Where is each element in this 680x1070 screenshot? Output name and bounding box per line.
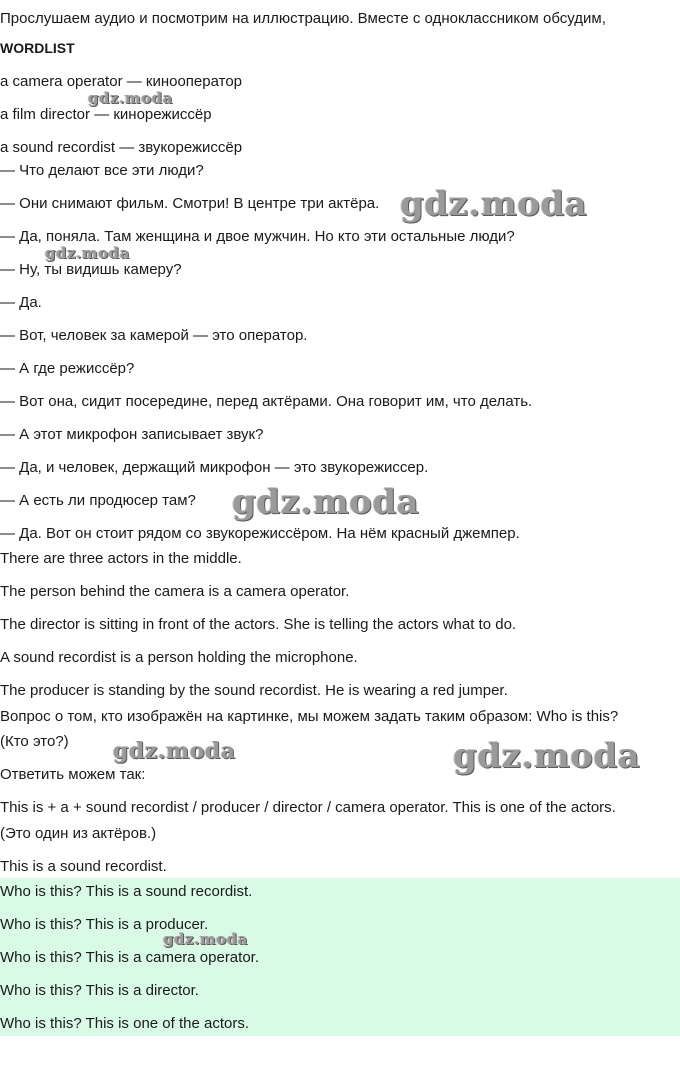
dialogue-line: — А где режиссёр? [0, 360, 135, 377]
dialogue-line: — Да, поняла. Там женщина и двое мужчин. Но кто эти остальные люди? [0, 228, 515, 245]
question-line: Вопрос о том, кто изображён на картинке, мы можем задать таким образом: Who is this? [0, 708, 619, 725]
dialogue-line: — А есть ли продюсер там? [0, 492, 196, 509]
question-translation: (Кто это?) [0, 733, 69, 750]
answer-line: Who is this? This is a producer. [0, 916, 209, 933]
watermark: gdz.moda [232, 482, 420, 522]
answer-line: Who is this? This is a camera operator. [0, 949, 259, 966]
dialogue-line: — Да. [0, 294, 42, 311]
wordlist-item: a film director — кинорежиссёр [0, 106, 212, 123]
dialogue-line: — Что делают все эти люди? [0, 162, 204, 179]
english-line: There are three actors in the middle. [0, 550, 242, 567]
watermark: gdz.moda [88, 89, 173, 107]
wordlist-item: a camera operator — кинооператор [0, 73, 243, 90]
wordlist-item: a sound recordist — звукорежиссёр [0, 139, 243, 156]
answer-pattern: This is + a + sound recordist / producer / director / camera operator. This is one of the actors. [0, 799, 616, 816]
watermark: gdz.moda [400, 184, 588, 224]
dialogue-line: — Вот она, сидит посередине, перед актёрами. Она говорит им, что делать. [0, 393, 533, 410]
watermark: gdz.moda [453, 736, 641, 776]
wordlist-heading: WORDLIST [0, 40, 75, 56]
dialogue-line: — Они снимают фильм. Смотри! В центре три актёра. [0, 195, 380, 212]
dialogue-line: — Да. Вот он стоит рядом со звукорежиссёром. На нём красный джемпер. [0, 525, 520, 542]
intro-text: Прослушаем аудио и посмотрим на иллюстрацию. Вместе с одноклассником обсудим, [0, 10, 606, 27]
dialogue-line: — Вот, человек за камерой — это оператор. [0, 327, 308, 344]
watermark: gdz.moda [163, 930, 248, 948]
dialogue-line: — А этот микрофон записывает звук? [0, 426, 264, 443]
watermark: gdz.moda [45, 244, 130, 262]
watermark: gdz.moda [113, 738, 236, 764]
english-line: The producer is standing by the sound recordist. He is wearing a red jumper. [0, 682, 508, 699]
pattern-translation: (Это один из актёров.) [0, 825, 157, 842]
english-line: The person behind the camera is a camera operator. [0, 583, 350, 600]
english-line: A sound recordist is a person holding the microphone. [0, 649, 358, 666]
answer-line: Who is this? This is a sound recordist. [0, 883, 253, 900]
answer-line: Who is this? This is a director. [0, 982, 199, 999]
dialogue-line: — Ну, ты видишь камеру? [0, 261, 182, 278]
answer-intro: Ответить можем так: [0, 766, 146, 783]
dialogue-line: — Да, и человек, держащий микрофон — это звукорежиссер. [0, 459, 429, 476]
english-line: The director is sitting in front of the actors. She is telling the actors what to do. [0, 616, 517, 633]
answer-line: Who is this? This is one of the actors. [0, 1015, 250, 1032]
example-sentence: This is a sound recordist. [0, 858, 167, 875]
